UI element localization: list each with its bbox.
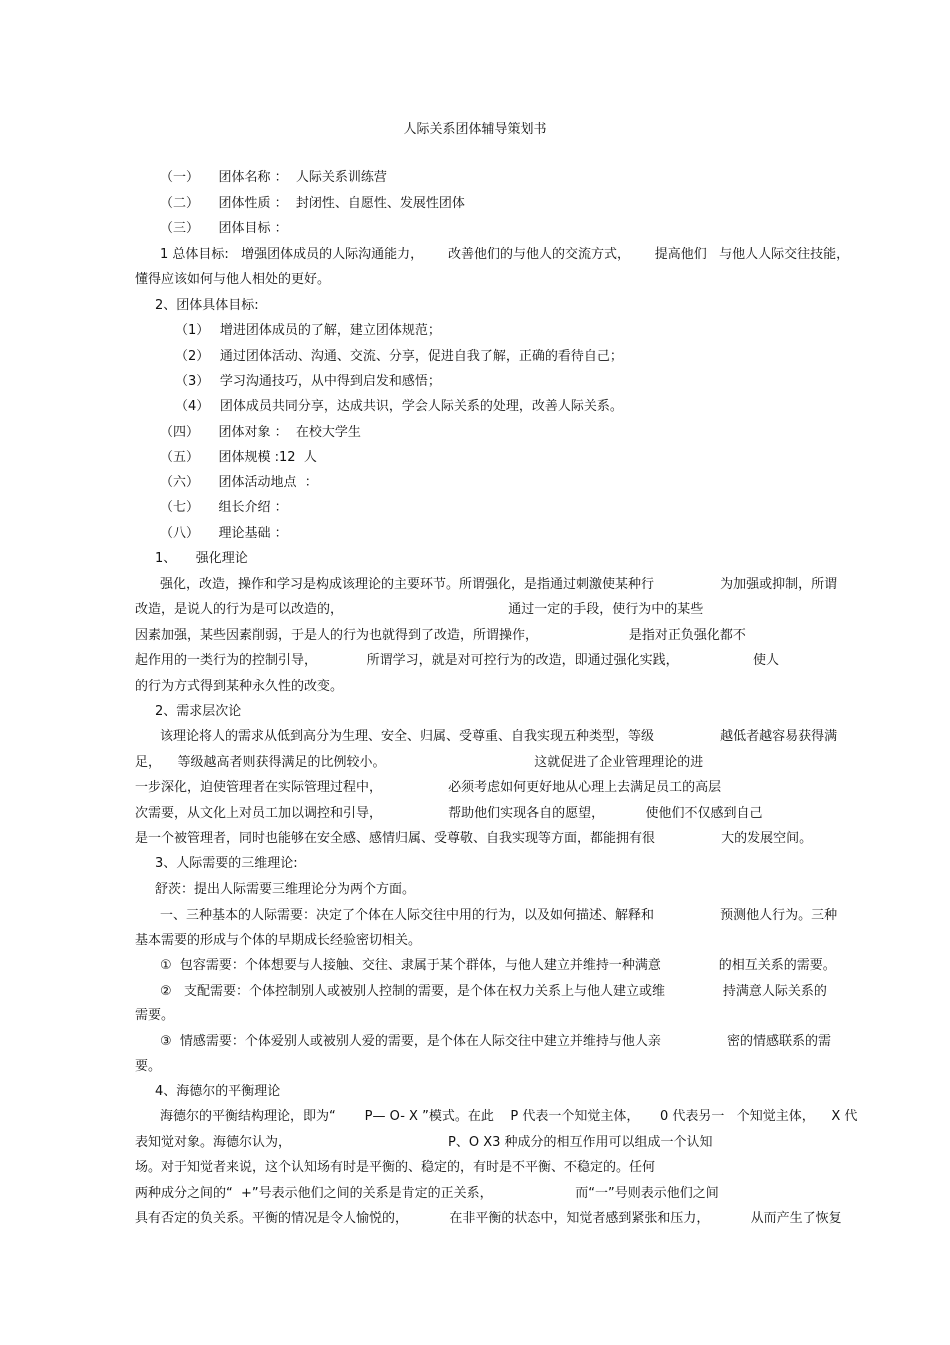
text-line: 的行为方式得到某种永久性的改变。 (135, 679, 344, 694)
text-line: 舒茨：提出人际需要三维理论分为两个方面。 (155, 882, 416, 897)
text-line: 1、 强化理论 (155, 551, 248, 566)
text-line: （1） 增进团体成员的了解，建立团体规范； (175, 323, 441, 338)
text-line: 两种成分之间的“ +”号表示他们之间的关系是肯定的正关系， 而“一”号则表示他们之间 (135, 1186, 719, 1201)
text-line: 表知觉对象。海德尔认为， P、O X3 种成分的相互作用可以组成一个认知 (135, 1135, 713, 1150)
text-line: 改造，是说人的行为是可以改造的， 通过一定的手段，使行为中的某些 (135, 602, 704, 617)
text-line: （七） 组长介绍 ： (160, 500, 288, 515)
text-line: 起作用的一类行为的控制引导， 所谓学习，就是对可控行为的改造，即通过强化实践， 使人 (135, 653, 779, 668)
text-line: ① 包容需要：个体想要与人接触、交往、隶属于某个群体，与他人建立并维持一种满意 的相互关系的需要。 (160, 958, 836, 973)
text-line: 1 总体目标: 增强团体成员的人际沟通能力， 改善他们的与他人的交流方式， 提高他们 与他人人际交往技能， (160, 247, 850, 262)
text-line: 具有否定的负关系。平衡的情况是令人愉悦的， 在非平衡的状态中，知觉者感到紧张和压力， 从而产生了恢复 (135, 1211, 842, 1226)
text-line: 需要。 (135, 1008, 175, 1023)
text-line: 3、人际需要的三维理论: (155, 856, 298, 871)
text-line: 2、需求层次论 (155, 704, 242, 719)
text-line: 次需要，从文化上对员工加以调控和引导， 帮助他们实现各自的愿望， 使他们不仅感到自己 (135, 806, 763, 821)
text-line: （4） 团体成员共同分享，达成共识，学会人际关系的处理，改善人际关系。 (175, 399, 623, 414)
text-line: 因素加强，某些因素削弱，于是人的行为也就得到了改造，所谓操作， 是指对正负强化都不 (135, 628, 746, 643)
text-line: （三） 团体目标 ： (160, 221, 288, 236)
text-line: （一） 团体名称 ： 人际关系训练营 (160, 170, 387, 185)
text-line: 一步深化，迫使管理者在实际管理过程中， 必须考虑如何更好地从心理上去满足员工的高层 (135, 780, 722, 795)
text-line: 懂得应该如何与他人相处的更好。 (135, 272, 331, 287)
text-line: （四） 团体对象 ： 在校大学生 (160, 425, 361, 440)
text-line: （六） 团体活动地点 ： (160, 475, 318, 490)
text-line: 该理论将人的需求从低到高分为生理、安全、归属、受尊重、自我实现五种类型，等级 越低者越容易获得满 (160, 729, 838, 744)
document-title: 人际关系团体辅导策划书 (403, 122, 547, 137)
text-line: 基本需要的形成与个体的早期成长经验密切相关。 (135, 933, 422, 948)
text-line: （八） 理论基础 ： (160, 526, 288, 541)
text-line: 要。 (135, 1059, 162, 1074)
text-line: （五） 团体规模 :12 人 (160, 450, 317, 465)
text-line: 是一个被管理者，同时也能够在安全感、感情归属、受尊敬、自我实现等方面，都能拥有很 大的发展空间。 (135, 831, 813, 846)
text-line: 足， 等级越高者则获得满足的比例较小。 这就促进了企业管理理论的进 (135, 755, 704, 770)
text-line: 2、团体具体目标: (155, 298, 259, 313)
text-line: 场。对于知觉者来说，这个认知场有时是平衡的、稳定的，有时是不平衡、不稳定的。任何 (135, 1160, 656, 1175)
text-line: ③ 情感需要：个体爱别人或被别人爱的需要，是个体在人际交往中建立并维持与他人亲 密的情感联系的需 (160, 1034, 832, 1049)
text-line: 海德尔的平衡结构理论，即为“ P— O- X ”模式。在此 P 代表一个知觉主体， 0 代表另一 个知觉主体， X 代 (160, 1109, 858, 1124)
text-line: 4、海德尔的平衡理论 (155, 1084, 281, 1099)
text-line: ② 支配需要：个体控制别人或被别人控制的需要，是个体在权力关系上与他人建立或维 持满意人际关系的 (160, 984, 827, 999)
text-line: 一、三种基本的人际需要：决定了个体在人际交往中用的行为，以及如何描述、解释和 预测他人行为。三种 (160, 908, 838, 923)
text-line: （3） 学习沟通技巧，从中得到启发和感悟； (175, 374, 441, 389)
text-line: （2） 通过团体活动、沟通、交流、分享，促进自我了解，正确的看待自己； (175, 349, 623, 364)
text-line: 强化，改造，操作和学习是构成该理论的主要环节。所谓强化，是指通过刺激使某种行 为加强或抑制，所谓 (160, 577, 838, 592)
text-line: （二） 团体性质 ： 封闭性、自愿性、发展性团体 (160, 196, 465, 211)
